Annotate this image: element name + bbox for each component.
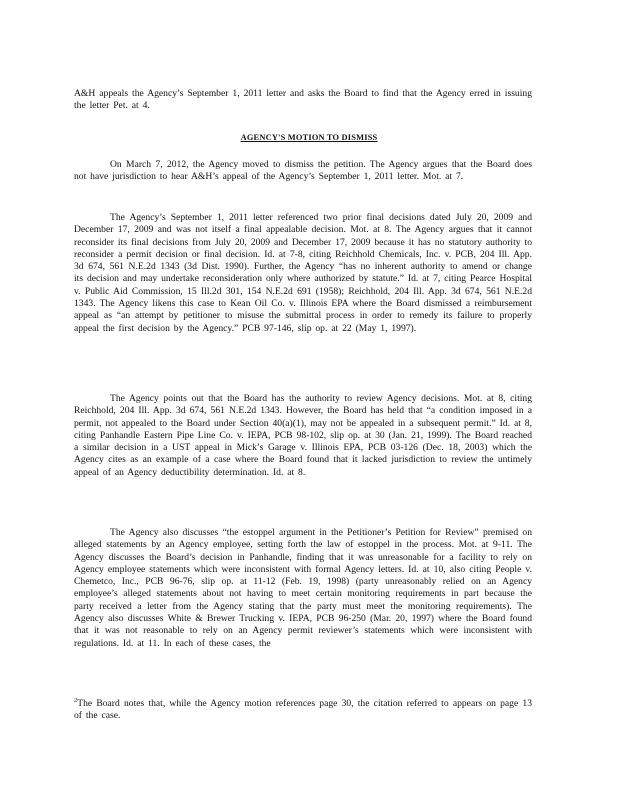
reconsideration-paragraph: The Agency’s September 1, 2011 letter referenced two prior final decisions dated July 20, 2009 and December 17, 2009 and was not itself a final appealable decision. Mot. at 8. The Agency argues that it cannot reconsider its final decisions from July 20, 2009 and December 17, 2009 because it has no statutory authority to reconsider a permit decision or final decision. Id. at 7-8, citing Reichhold Chemicals, Inc. v. PCB, 204 Ill. App. 3d 674, 561 N.E.2d 1343 (3d Dist. 1990). Further, the Agency “has no inherent authority to amend or change its decision and may undertake reconsideration only where authorized by statute.” Id. at 7, citing Pearce Hospital v. Public Aid Commission, 15 Ill.2d 301, 154 N.E.2d 691 (1958); Reichhold, 204 Ill. App. 3d 674, 561 N.E.2d 1343. The Agency likens this case to Kean Oil Co. v. Illinois EPA where the Board dismissed a reimbursement appeal as “an attempt by petitioner to misuse the submittal process in order to remedy its failure to properly appeal the first decision by the Agency.” PCB 97-146, slip op. at 22 (May 1, 1997). (74, 212, 532, 334)
motion-paragraph: On March 7, 2012, the Agency moved to dismiss the petition. The Agency argues that the Board does not have jurisdiction to hear A&H’s appeal of the Agency’s September 1, 2011 letter. Mot. at 7. (74, 159, 532, 183)
footnote-marker: 2 (74, 696, 78, 704)
estoppel-paragraph: The Agency also discusses “the estoppel argument in the Petitioner’s Petition for Review” premised on alleged statements by an Agency employee, setting forth the law of estoppel in the process. Mot. at 9-11. The Agency discusses the Board’s decision in Panhandle, finding that it was unreasonable for a facility to rely on Agency employee statements which were inconsistent with formal Agency letters. Id. at 10, also citing People v. Chemetco, Inc., PCB 96-76, slip op. at 11-12 (Feb. 19, 1998) (party unreasonably relied on an Agency employee’s alleged statements about not having to meet certain monitoring requirements in part because the party received a letter from the Agency stating that the party must meet the monitoring requirements). The Agency also discusses White & Brewer Trucking v. IEPA, PCB 96-250 (Mar. 20, 1997) where the Board found that it was not reasonable to rely on an Agency permit reviewer’s statements which were inconsistent with regulations. Id. at 11. In each of these cases, the (74, 527, 532, 649)
intro-paragraph: A&H appeals the Agency’s September 1, 2011 letter and asks the Board to find that the Agency erred in issuing the letter Pet. at 4. (74, 88, 532, 112)
footnote-text: The Board notes that, while the Agency motion references page 30, the citation referred to appears on page 13 of the case. (74, 698, 532, 722)
section-heading-text: AGENCY'S MOTION TO DISMISS (240, 133, 378, 142)
section-heading (0, 133, 618, 142)
authority-paragraph: The Agency points out that the Board has the authority to review Agency decisions. Mot. at 8, citing Reichhold, 204 Ill. App. 3d 674, 561 N.E.2d 1343. However, the Board has held that “a condition imposed in a permit, not appealed to the Board under Section 40(a)(1), may not be appealed in a subsequent permit.” Id. at 8, citing Panhandle Eastern Pipe Line Co. v. IEPA, PCB 98-102, slip op. at 30 (Jan. 21, 1999). The Board reached a similar decision in a UST appeal in Mick’s Garage v. Illinois EPA, PCB 03-126 (Dec. 18, 2003) which the Agency cites as an example of a case where the Board found that it lacked jurisdiction to review the untimely appeal of an Agency deductibility determination. Id. at 8. (74, 393, 532, 478)
footnote (74, 698, 532, 723)
